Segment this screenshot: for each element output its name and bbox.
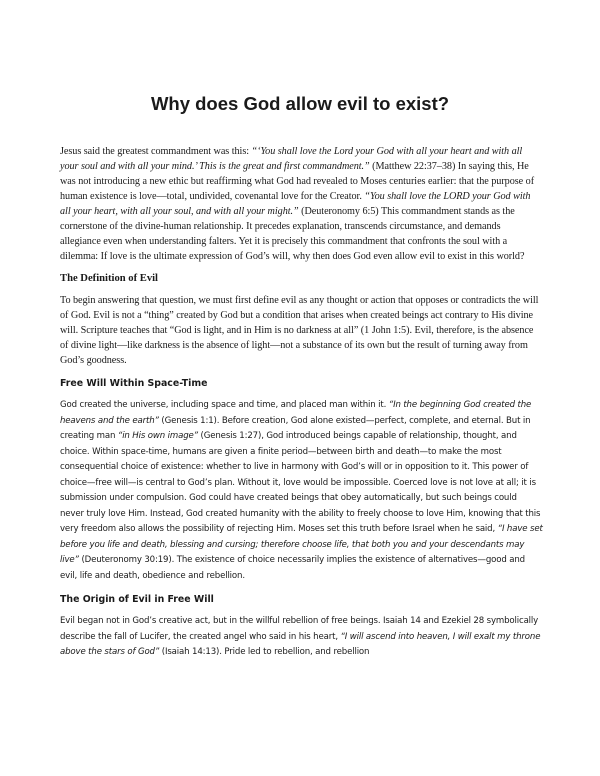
heading-free-will: Free Will Within Space-Time (60, 378, 208, 389)
free-will-quote-2: “in His own image” (117, 431, 198, 441)
free-will-quote-3: “I have set before you life and death, blessing and cursing; therefore choose life, that both you and your descendants may live” (60, 524, 543, 565)
intro-quote-2: “You shall love the LORD your God with all your heart, with all your soul, and with all your might.” (60, 191, 531, 217)
free-will-text-3: (Genesis 1:27), God introduced beings capable of relationship, thought, and choice. Within space-time, humans are given a finite period—between birth and death—to make the most consequential choice of existence: whether to live in harmony with God’s will or in opposition to it. This power of choice—free will—is central to God’s plan. Without it, love would be impossible. Coerced love is not love at all; it is submission under compulsion. God could have created beings that obey automatically, but such beings could never truly love Him. Instead, God created humanity with the ability to freely choose to love Him, knowing that this very freedom also allows the possibility of rejecting Him. Moses set this truth before Israel when he said, (60, 431, 541, 534)
intro-paragraph (60, 144, 543, 264)
heading-definition-of-evil: The Definition of Evil (60, 273, 158, 284)
free-will-text-1: God created the universe, including space and time, and placed man within it. (60, 400, 389, 410)
free-will-quote-1: “In the beginning God created the heavens and the earth” (60, 400, 532, 426)
intro-text-2: (Matthew 22:37–38) In saying this, He was not introducing a new ethic but reaffirming what God had revealed to Moses centuries earlier: that the purpose of human existence is love—total, undivided, covenantal love for the Creator. (60, 161, 535, 202)
document-body (60, 144, 543, 661)
origin-text-2: (Isaiah 14:13). Pride led to rebellion, and rebellion (159, 647, 370, 657)
origin-paragraph (60, 614, 543, 661)
free-will-text-2: (Genesis 1:1). Before creation, God alone existed—perfect, complete, and eternal. But in creating man (60, 415, 531, 441)
free-will-text-4: (Deuteronomy 30:19). The existence of choice necessarily implies the existence of alternatives—good and evil, life and death, obedience and rebellion. (60, 555, 525, 581)
free-will-paragraph (60, 398, 543, 584)
heading-origin-of-evil: The Origin of Evil in Free Will (60, 594, 214, 605)
intro-text-1: Jesus said the greatest commandment was this: (60, 146, 252, 157)
intro-text-3: (Deuteronomy 6:5) This commandment stands as the cornerstone of the divine-human relationship. It precedes explanation, transcends circumstance, and demands allegiance even when understanding falters. Yet it is precisely this commandment that confronts the soul with a dilemma: If love is the ultimate expression of God’s will, why then does God even allow evil to exist in this world? (60, 206, 525, 262)
origin-text-1: Evil began not in God’s creative act, but in the willful rebellion of free beings. Isaiah 14 and Ezekiel 28 symbolically describe the fall of Lucifer, the created angel who said in his heart, (60, 616, 539, 642)
intro-quote-1: “‘You shall love the Lord your God with all your heart and with all your soul and with all your mind.’ This is the great and first commandment.” (60, 146, 523, 172)
page-title: Why does God allow evil to exist? (150, 93, 450, 114)
origin-quote-1: “I will ascend into heaven, I will exalt my throne above the stars of God” (60, 631, 541, 657)
definition-paragraph: To begin answering that question, we must first define evil as any thought or action that opposes or contradicts the will of God. Evil is not a “thing” created by God but a condition that arises when created beings act contrary to His divine will. Scripture teaches that “God is light, and in Him is no darkness at all” (1 John 1:5). Evil, therefore, is the absence of divine light—like darkness is the absence of light—not a substance of its own but the result of turning away from God’s goodness. (60, 295, 539, 366)
